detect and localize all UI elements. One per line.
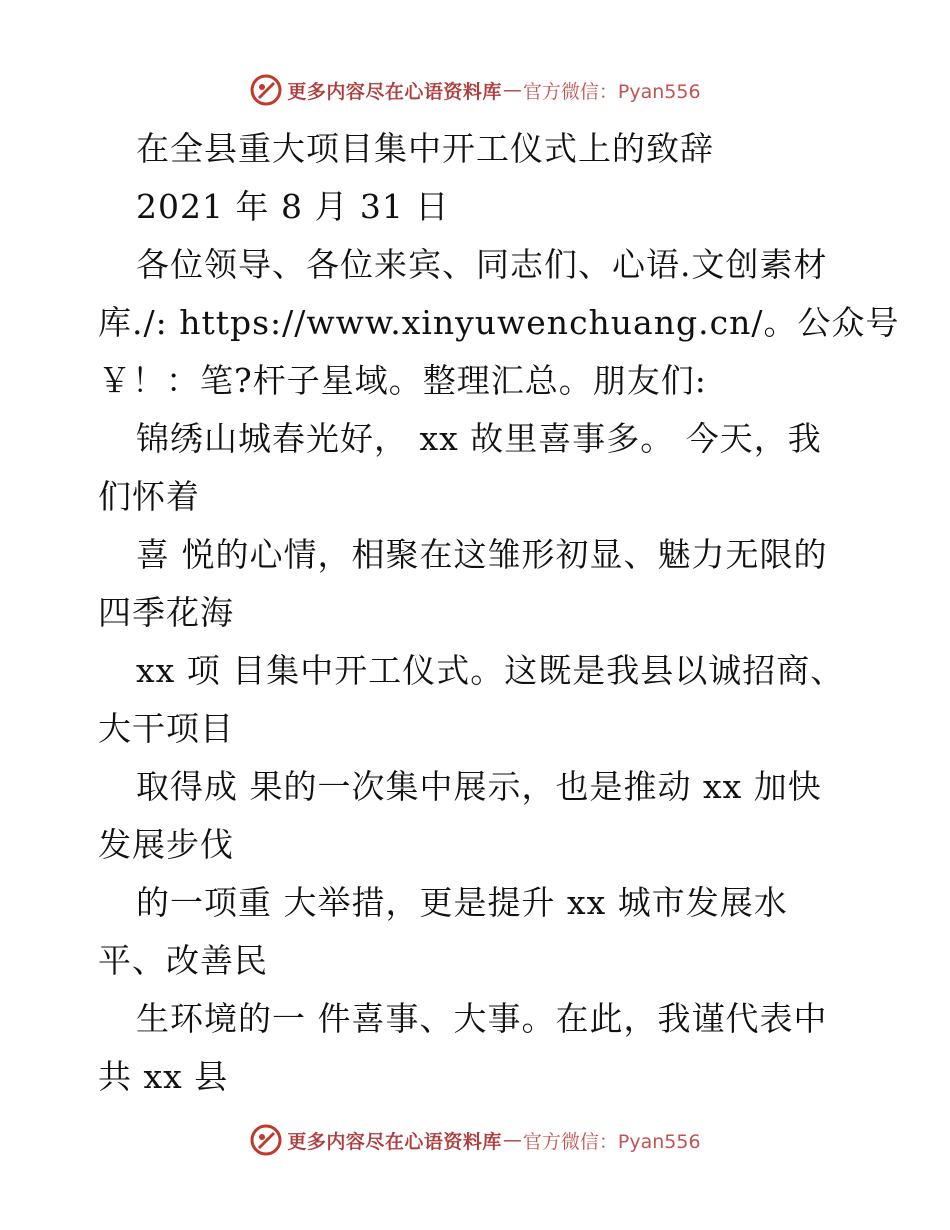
body-text-line: 生环境的一 件喜事、大事。在此，我谨代表中 — [136, 999, 828, 1038]
document-title: 在全县重大项目集中开工仪式上的致辞 — [136, 129, 714, 168]
body-text-line: xx 项 目集中开工仪式。这既是我县以诚招商、 — [136, 651, 845, 690]
brand-logo-icon — [249, 1123, 283, 1157]
body-text-line: 锦绣山城春光好， xx 故里喜事多。 今天，我 — [136, 419, 822, 458]
body-text-line: 发展步伐 — [98, 825, 234, 864]
body-text-line: ￥！：笔?杆子星域。整理汇总。朋友们: — [98, 361, 707, 400]
body-text-line: 喜 悦的心情，相聚在这雏形初显、魅力无限的 — [136, 535, 828, 574]
body-text-line: 库./: https://www.xinyuwenchuang.cn/。公众号 — [98, 303, 900, 342]
body-text-line: 大干项目 — [98, 709, 234, 748]
body-text-line: 共 xx 县 — [98, 1057, 229, 1096]
document-body — [98, 120, 900, 1106]
brand-separator: — — [502, 1129, 522, 1151]
brand-separator: — — [502, 79, 522, 101]
brand-name: 更多内容尽在心语资料库 — [287, 1130, 502, 1153]
header-watermark — [0, 70, 950, 110]
body-text-line: 平、改善民 — [98, 941, 268, 980]
body-text-line: 各位领导、各位来宾、同志们、心语.文创素材 — [136, 245, 828, 284]
body-text-line: 四季花海 — [98, 593, 234, 632]
body-text-line: 的一项重 大举措，更是提升 xx 城市发展水 — [136, 883, 788, 922]
wechat-id: 官方微信：Pyan556 — [522, 1130, 701, 1153]
brand-logo-icon — [249, 73, 283, 107]
document-date: 2021 年 8 月 31 日 — [136, 187, 450, 226]
footer-watermark — [0, 1120, 950, 1160]
body-text-line: 取得成 果的一次集中展示，也是推动 xx 加快 — [136, 767, 822, 806]
wechat-id: 官方微信：Pyan556 — [522, 80, 701, 103]
brand-name: 更多内容尽在心语资料库 — [287, 80, 502, 103]
body-text-line: 们怀着 — [98, 477, 200, 516]
